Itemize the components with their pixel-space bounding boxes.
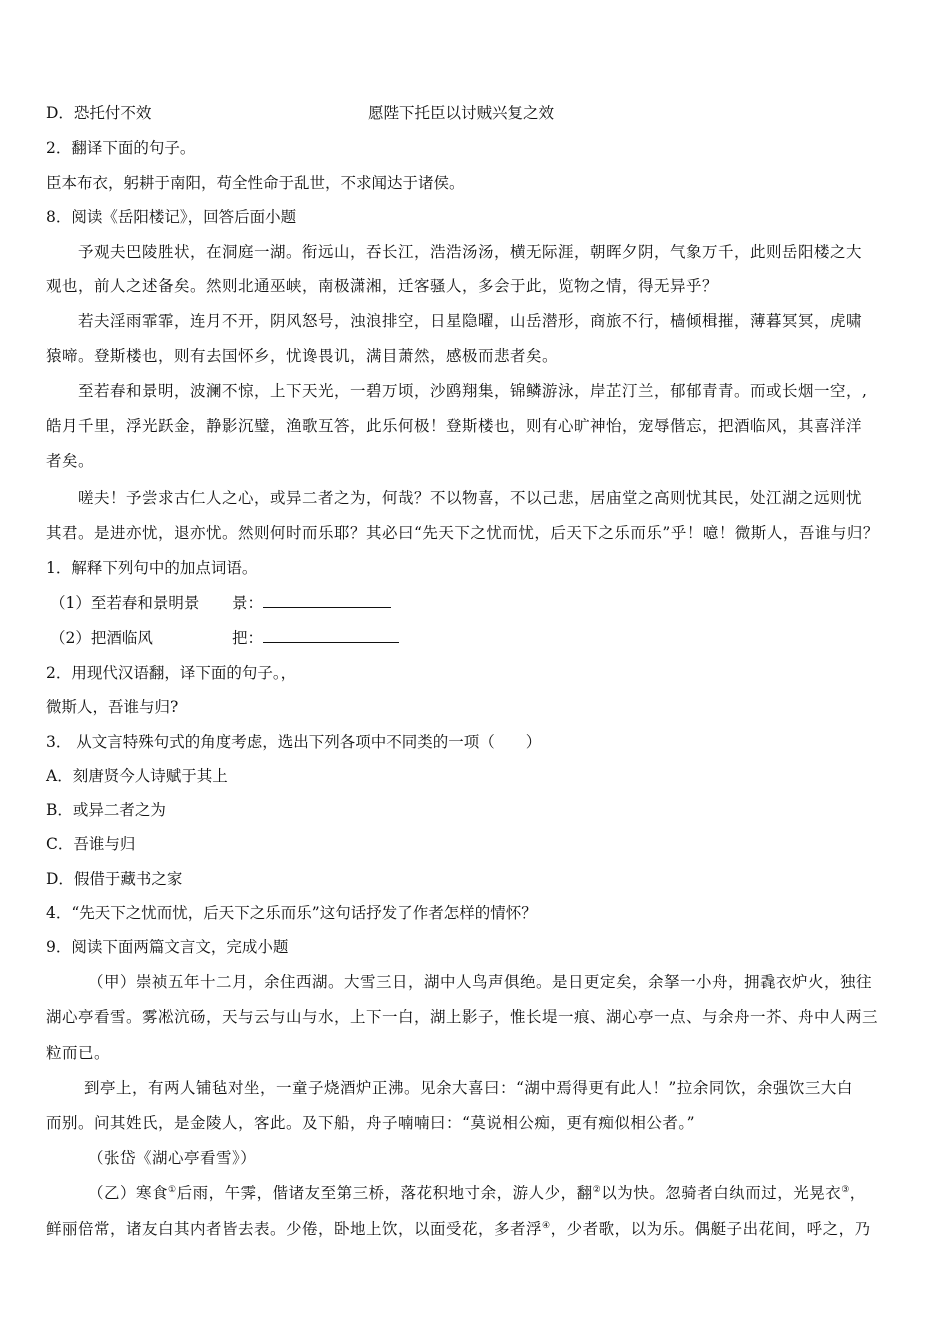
passage-jia-p2-line1: 到亭上，有两人铺毡对坐，一童子烧酒炉正沸。见余大喜曰：“湖中焉得更有此人！”拉余同饮，余强饮三大白 (84, 1079, 853, 1097)
passage-p3-line1: 至若春和景明，波澜不惊，上下天光，一碧万顷，沙鸥翔集，锦鳞游泳，岸芷汀兰，郁郁青青。而或长烟一空，, (78, 382, 868, 400)
passage-p3-line2: 皓月千里，浮光跃金，静影沉璧，渔歌互答，此乐何极！登斯楼也，则有心旷神怡，宠辱偕忘，把酒临风，其喜洋洋 (46, 417, 863, 435)
question-2-title: 2．翻译下面的句子。 (46, 139, 196, 157)
passage-p4-line1: 嗟夫！予尝求古仁人之心，或异二者之为，何哉？不以物喜，不以己悲，居庙堂之高则忧其民，处江湖之远则忧 (78, 489, 863, 507)
option-d-right: 愿陛下托臣以讨贼兴复之效 (368, 104, 555, 122)
yi-line1-part4: ， (849, 1184, 866, 1202)
section-9-title: 9．阅读下面两篇文言文，完成小题 (46, 938, 289, 956)
item-2-key: 把： (232, 629, 264, 647)
question-3-title: 3． 从文言特殊句式的角度考虑，选出下列各项中不同类的一项（ ） (46, 733, 542, 751)
passage-jia-p1-line1: （甲）崇祯五年十二月，余住西湖。大雪三日，湖中人鸟声俱绝。是日更定矣，余拏一小舟，拥毳衣炉火，独往 (88, 973, 873, 991)
section-8-title: 8．阅读《岳阳楼记》，回答后面小题 (46, 208, 297, 226)
yi-line1-part3: 以为快。忽骑者白纨而过，光晃衣 (601, 1184, 842, 1202)
option-d-left: D．恐托付不效 (46, 104, 152, 122)
item-1-key: 景： (232, 594, 264, 612)
question-1-item-2: （2）把酒临风 (50, 629, 153, 647)
question-4-title: 4．“先天下之忧而忧，后天下之乐而乐”这句话抒发了作者怎样的情怀？ (46, 904, 537, 922)
question-1-item-2-answer (232, 626, 399, 648)
passage-p2-line2: 猿啼。登斯楼也，则有去国怀乡，忧谗畏讥，满目萧然，感极而悲者矣。 (46, 347, 559, 365)
footnote-1: ① (168, 1184, 177, 1195)
answer-blank-1[interactable] (263, 593, 391, 608)
question-2b-title: 2．用现代汉语翻，译下面的句子。， (46, 664, 297, 682)
answer-blank-2[interactable] (263, 628, 399, 643)
yi-line2-part2: ，少者歌，以为乐。偶艇子出花间，呼之，乃 (550, 1220, 871, 1238)
passage-p1-line1: 予观夫巴陵胜状，在洞庭一湖。衔远山，吞长江，浩浩汤汤，横无际涯，朝晖夕阴，气象万千，此则岳阳楼之大 (78, 243, 863, 261)
question-3-option-a: A．刻唐贤今人诗赋于其上 (46, 767, 228, 785)
question-2b-sentence: 微斯人，吾谁与归? (46, 698, 179, 716)
passage-p4-line2: 其君。是进亦忧，退亦忧。然则何时而乐耶？其必曰“先天下之忧而忧，后天下之乐而乐”乎！噫！微斯人，吾谁与归？ (46, 524, 879, 542)
passage-jia-p2-line2: 而别。问其姓氏，是金陵人，客此。及下船，舟子喃喃曰：“莫说相公痴，更有痴似相公者。” (46, 1114, 696, 1132)
question-3-option-c: C．吾谁与归 (46, 835, 136, 853)
passage-p3-line3: 者矣。 (46, 452, 95, 470)
question-1-title: 1．解释下列句中的加点词语。 (46, 559, 258, 577)
yi-line2-part1: 鲜丽倍常，诸友白其内者皆去表。少倦，卧地上饮，以面受花，多者浮 (46, 1220, 543, 1238)
yi-line1-part1: （乙）寒食 (88, 1184, 169, 1202)
question-1-item-1-answer (232, 591, 391, 613)
passage-jia-p1-line3: 粒而已。 (46, 1044, 111, 1062)
yi-line1-part2: 后雨，午霁，偕诸友至第三桥，落花积地寸余，游人少，翻 (176, 1184, 593, 1202)
passage-p2-line1: 若夫淫雨霏霏，连月不开，阴风怒号，浊浪排空，日星隐曜，山岳潜形，商旅不行，樯倾楫摧，薄暮冥冥，虎啸 (78, 312, 863, 330)
footnote-4: ④ (542, 1220, 551, 1231)
footnote-3: ③ (841, 1184, 850, 1195)
question-3-option-d: D．假借于藏书之家 (46, 870, 183, 888)
question-3-option-b: B．或异二者之为 (46, 801, 166, 819)
question-1-item-1: （1）至若春和景明景 (50, 594, 200, 612)
footnote-2: ② (592, 1184, 602, 1195)
passage-yi-line1 (88, 1181, 866, 1203)
question-2-sentence: 臣本布衣，躬耕于南阳，苟全性命于乱世，不求闻达于诸侯。 (46, 174, 465, 192)
passage-jia-p1-line2: 湖心亭看雪。雾凇沆砀，天与云与山与水，上下一白，湖上影子，惟长堤一痕、湖心亭一点、与余舟一芥、舟中人两三 (46, 1008, 879, 1026)
passage-yi-line2 (46, 1217, 871, 1239)
passage-jia-source: （张岱《湖心亭看雪》） (88, 1149, 257, 1167)
passage-p1-line2: 观也，前人之述备矣。然则北通巫峡，南极潇湘，迁客骚人，多会于此，览物之情，得无异乎？ (46, 277, 719, 295)
